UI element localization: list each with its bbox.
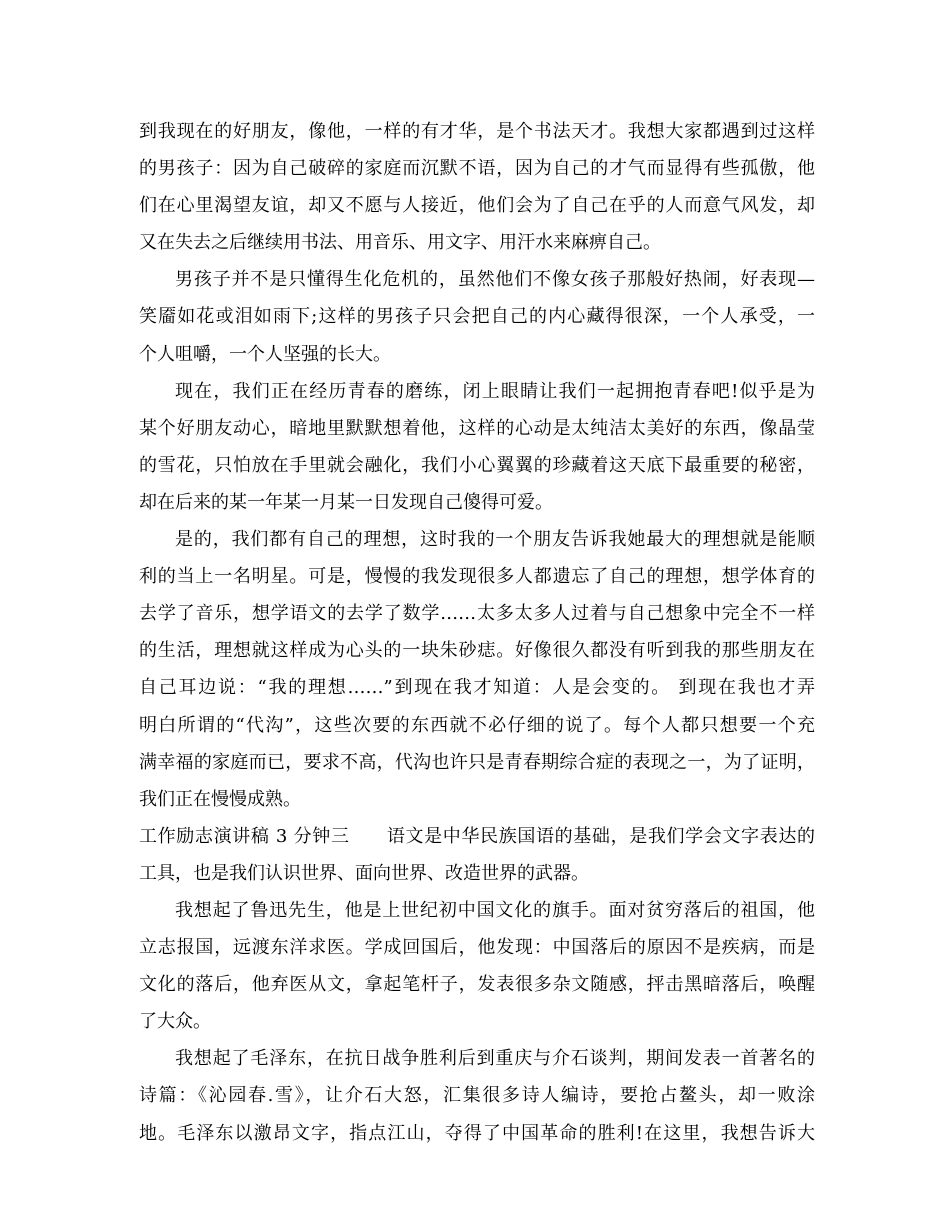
text-line: 满幸福的家庭而已，要求不高，代沟也许只是青春期综合症的表现之一，为了证明， — [139, 751, 815, 773]
text-line: 工具，也是我们认识世界、面向世界、改造世界的武器。 — [139, 862, 589, 884]
text-line: 文化的落后，他弃医从文，拿起笔杆子，发表很多杂文随感，抨击黑暗落后，唤醒 — [139, 974, 815, 996]
text-line: 又在失去之后继续用书法、用音乐、用文字、用汗水来麻痹自己。 — [139, 232, 661, 254]
text-line: 我想起了鲁迅先生，他是上世纪初中国文化的旗手。面对贫穷落后的祖国，他 — [175, 899, 815, 921]
text-line: 是的，我们都有自己的理想，这时我的一个朋友告诉我她最大的理想就是能顺 — [175, 529, 815, 551]
text-line: 的男孩子：因为自己破碎的家庭而沉默不语，因为自己的才气而显得有些孤傲，他 — [139, 158, 815, 180]
text-line: 笑靥如花或泪如雨下;这样的男孩子只会把自己的内心藏得很深，一个人承受，一 — [139, 306, 815, 328]
text-line: 个人咀嚼，一个人坚强的长大。 — [139, 343, 391, 365]
text-line: 我们正在慢慢成熟。 — [139, 788, 301, 810]
text-line: 明白所谓的“代沟”，这些次要的东西就不必仔细的说了。每个人都只想要一个充 — [139, 714, 815, 736]
text-line: 的生活，理想就这样成为心头的一块朱砂痣。好像很久都没有听到我的那些朋友在 — [139, 640, 815, 662]
text-line: 我想起了毛泽东，在抗日战争胜利后到重庆与介石谈判，期间发表一首著名的 — [175, 1048, 815, 1070]
text-line: 现在，我们正在经历青春的磨练，闭上眼睛让我们一起拥抱青春吧!似乎是为 — [175, 380, 815, 402]
text-line: 的雪花，只怕放在手里就会融化，我们小心翼翼的珍藏着这天底下最重要的秘密， — [139, 454, 815, 476]
text-line: 立志报国，远渡东洋求医。学成回国后，他发现：中国落后的原因不是疾病，而是 — [139, 937, 815, 959]
document-body — [139, 113, 815, 1152]
text-line: 到我现在的好朋友，像他，一样的有才华，是个书法天才。我想大家都遇到过这样 — [139, 121, 815, 142]
text-line: 们在心里渴望友谊，却又不愿与人接近，他们会为了自己在乎的人而意气风发，却 — [139, 195, 815, 217]
text-line: 地。毛泽东以激昂文字，指点江山，夺得了中国革命的胜利!在这里，我想告诉大 — [139, 1122, 815, 1144]
text-line: 诗篇：《沁园春.雪》，让介石大怒，汇集很多诗人编诗，要抢占鳌头，却一败涂 — [139, 1085, 815, 1107]
text-line: 男孩子并不是只懂得生化危机的，虽然他们不像女孩子那般好热闹，好表现— — [175, 269, 815, 291]
text-line: 去学了音乐，想学语文的去学了数学……太多太多人过着与自己想象中完全不一样 — [139, 603, 815, 625]
text-line: 工作励志演讲稿 3 分钟三 语文是中华民族国语的基础，是我们学会文字表达的 — [139, 825, 815, 847]
text-line: 了大众。 — [139, 1011, 211, 1033]
text-line: 却在后来的某一年某一月某一日发现自己傻得可爱。 — [139, 491, 553, 513]
text-line: 自己耳边说：“我的理想……”到现在我才知道：人是会变的。 到现在我也才弄 — [139, 677, 815, 699]
text-line: 利的当上一名明星。可是，慢慢的我发现很多人都遗忘了自己的理想，想学体育的 — [139, 566, 815, 588]
text-line: 某个好朋友动心，暗地里默默想着他，这样的心动是太纯洁太美好的东西，像晶莹 — [139, 417, 815, 439]
